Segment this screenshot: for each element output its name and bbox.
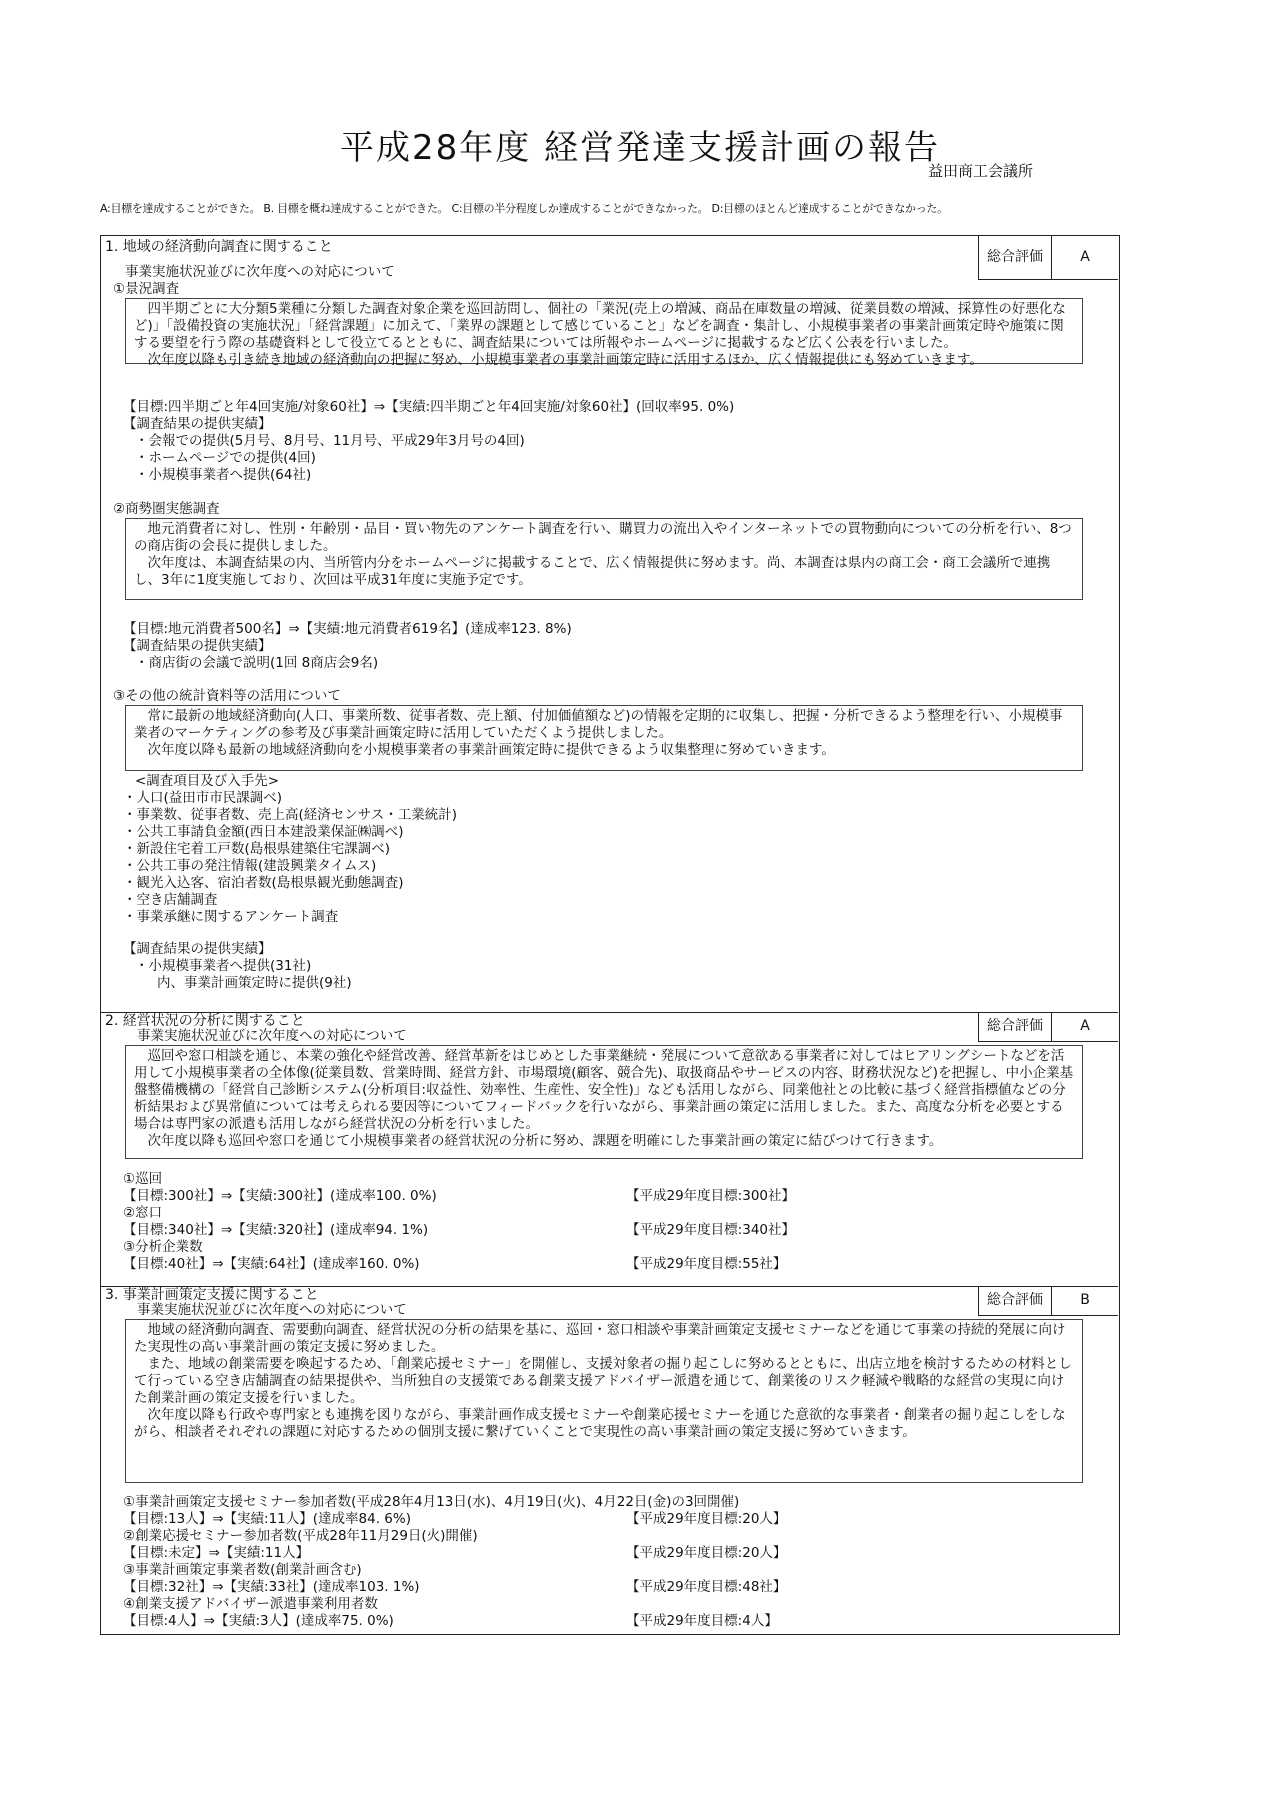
s2-result-1: ・商店街の会議で説明(1回 8商店会9名): [135, 655, 379, 671]
s2-results-head: 【調査結果の提供実績】: [123, 638, 272, 654]
k3-title: ③事業計画策定事業者数(創業計画含む): [123, 1562, 362, 1578]
k1-next-target: 【平成29年度目標:300社】: [626, 1188, 795, 1204]
section-2-heading: 2. 経営状況の分析に関すること: [105, 1013, 305, 1029]
k4-title: ④創業支援アドバイザー派遣事業利用者数: [123, 1596, 378, 1612]
s3-item-1: ・人口(益田市市民課調べ): [123, 790, 283, 806]
section-2-intro: 事業実施状況並びに次年度への対応について: [137, 1028, 407, 1044]
section-3-text-box: [125, 1319, 1083, 1483]
k3-next-target: 【平成29年度目標:48社】: [626, 1579, 787, 1595]
k2-title: ②創業応援セミナー参加者数(平成28年11月29日(火)開催): [123, 1528, 478, 1544]
section-1-heading: 1. 地域の経済動向調査に関すること: [105, 239, 333, 255]
s3-text-box: [125, 705, 1083, 771]
s1-paragraph-2: 次年度以降も引き続き地域の経済動向の把握に努め、小規模事業者の事業計画策定時に活用するほか、広く情報提供にも努めていきます。: [147, 352, 983, 368]
s1-result-1: ・会報での提供(5月号、8月号、11月号、平成29年3月号の4回): [135, 433, 525, 449]
section-2-text-box: [125, 1045, 1083, 1159]
section-2-paragraph-1: 巡回や窓口相談を通じ、本業の強化や経営改善、経営革新をはじめとした事業継続・発展について意欲ある事業者に対してはヒアリングシートなどを活用して小規模事業者の全体像(従業員数、営業時間、経営方針、市場環境(顧客、競合先)、取扱商品やサービスの内容、財務状況など)を把握し、中小企業基盤整備機構の「経営自己診断システム(分析項目:収益性、効率性、生産性、安全性)」なども活用しながら、同業他社との比較に基づく経営指標値などの分析結果および異常値については考えられる要因等についてフィードバックを行いながら、事業計画の策定に活用しました。また、高度な分析を必要とする場合は専門家の派遣も活用しながら経営状況の分析を行いました。: [134, 1048, 1074, 1132]
section-1: [101, 236, 1118, 1012]
k2-target: 【目標:未定】⇒【実績:11人】: [123, 1545, 310, 1561]
s1-paragraph-1: 四半期ごとに大分類5業種に分類した調査対象企業を巡回訪問し、個社の「業況(売上の増減、商品在庫数量の増減、従業員数の増減、採算性の好悪化など)」「設備投資の実施状況」「経営課題」に加えて、「業界の課題として感じていること」などを調査・集計し、小規模事業者の事業計画策定時や施策に関する要望を行う際の基礎資料として役立てるとともに、調査結果については所報やホームページに掲載するなど広く公表を行いました。: [134, 301, 1066, 351]
section-3: [101, 1286, 1118, 1634]
section-2-eval: [978, 1012, 1118, 1042]
s1-target: 【目標:四半期ごと年4回実施/対象60社】⇒【実績:四半期ごと年4回実施/対象60社】(回収率95. 0%): [123, 399, 735, 415]
organization-name: 益田商工会議所: [928, 162, 1034, 180]
k2-next-target: 【平成29年度目標:340社】: [626, 1222, 795, 1238]
k1-target: 【目標:13人】⇒【実績:11人】(達成率84. 6%): [123, 1511, 411, 1527]
k1-title: ①事業計画策定支援セミナー参加者数(平成28年4月13日(水)、4月19日(火)、4月22日(金)の3回開催): [123, 1494, 740, 1510]
section-2: [101, 1012, 1118, 1286]
k3-target: 【目標:40社】⇒【実績:64社】(達成率160. 0%): [123, 1256, 420, 1272]
k3-next-target: 【平成29年度目標:55社】: [626, 1256, 787, 1272]
k2-title: ②窓口: [123, 1205, 163, 1221]
section-3-paragraph-3: 次年度以降も行政や専門家とも連携を図りながら、事業計画作成支援セミナーや創業応援セミナーを通じた意欲的な事業者・創業者の掘り起こしをしながら、相談者それぞれの課題に対応するための個別支援に繋げていくことで実現性の高い事業計画の策定支援に努めていきます。: [134, 1407, 1066, 1440]
s3-result-1: ・小規模事業者へ提供(31社): [135, 958, 312, 974]
k3-target: 【目標:32社】⇒【実績:33社】(達成率103. 1%): [123, 1579, 420, 1595]
page-title: 平成28年度 経営発達支援計画の報告: [339, 128, 941, 168]
section-3-eval: [978, 1286, 1118, 1316]
section-2-paragraph-2: 次年度以降も巡回や窓口を通じて小規模事業者の経営状況の分析に努め、課題を明確にした事業計画の策定に結びつけて行きます。: [147, 1133, 943, 1149]
eval-grade: A: [1080, 1018, 1090, 1035]
eval-grade: B: [1080, 1292, 1090, 1309]
s1-results-head: 【調査結果の提供実績】: [123, 416, 272, 432]
s1-result-2: ・ホームページでの提供(4回): [135, 450, 316, 466]
s3-item-6: ・観光入込客、宿泊者数(島根県観光動態調査): [123, 875, 404, 891]
k3-title: ③分析企業数: [123, 1239, 203, 1255]
s3-result-2: 内、事業計画策定時に提供(9社): [157, 975, 352, 991]
k1-next-target: 【平成29年度目標:20人】: [626, 1511, 787, 1527]
k2-next-target: 【平成29年度目標:20人】: [626, 1545, 787, 1561]
s2-paragraph-2: 次年度は、本調査結果の内、当所管内分をホームページに掲載することで、広く情報提供に努めます。尚、本調査は県内の商工会・商工会議所で連携し、3年に1度実施しており、次回は平成31年度に実施予定です。: [134, 555, 1051, 588]
s3-item-5: ・公共工事の発注情報(建設興業タイムス): [123, 858, 377, 874]
k1-target: 【目標:300社】⇒【実績:300社】(達成率100. 0%): [123, 1188, 437, 1204]
section-1-intro: 事業実施状況並びに次年度への対応について: [125, 264, 395, 280]
k4-target: 【目標:4人】⇒【実績:3人】(達成率75. 0%): [123, 1613, 394, 1629]
s1-title: ①景況調査: [113, 281, 180, 297]
eval-label: 総合評価: [979, 236, 1052, 279]
s3-paragraph-1: 常に最新の地域経済動向(人口、事業所数、従事者数、売上額、付加価値額など)の情報を定期的に収集し、把握・分析できるよう整理を行い、小規模事業者のマーケティングの参考及び事業計画策定時に活用していただくよう提供しました。: [134, 708, 1063, 741]
k4-next-target: 【平成29年度目標:4人】: [626, 1613, 778, 1629]
s3-paragraph-2: 次年度以降も最新の地域経済動向を小規模事業者の事業計画策定時に提供できるよう収集整理に努めていきます。: [147, 742, 835, 758]
section-3-paragraph-1: 地域の経済動向調査、需要動向調査、経営状況の分析の結果を基に、巡回・窓口相談や事業計画策定支援セミナーなどを通じて事業の持続的発展に向けた実現性の高い事業計画の策定支援に努めました。: [134, 1322, 1066, 1355]
s3-item-8: ・事業承継に関するアンケート調査: [123, 909, 339, 925]
eval-label: 総合評価: [979, 1012, 1052, 1041]
s1-result-3: ・小規模事業者へ提供(64社): [135, 467, 312, 483]
eval-label: 総合評価: [979, 1286, 1052, 1315]
section-3-heading: 3. 事業計画策定支援に関すること: [105, 1287, 319, 1303]
s3-results-head: 【調査結果の提供実績】: [123, 941, 272, 957]
report-frame: [100, 235, 1120, 1635]
s3-item-4: ・新設住宅着工戸数(島根県建築住宅課調べ): [123, 841, 391, 857]
k2-target: 【目標:340社】⇒【実績:320社】(達成率94. 1%): [123, 1222, 429, 1238]
evaluation-legend: A:目標を達成することができた。 B. 目標を概ね達成することができた。 C:目標の半分程度しか達成することができなかった。 D:目標のほとんど達成することができなかった。: [100, 202, 948, 215]
section-3-intro: 事業実施状況並びに次年度への対応について: [137, 1302, 407, 1318]
s3-item-7: ・空き店舗調査: [123, 892, 218, 908]
s3-item-2: ・事業数、従事者数、売上高(経済センサス・工業統計): [123, 807, 457, 823]
eval-grade: A: [1080, 249, 1090, 266]
section-3-paragraph-2: また、地域の創業需要を喚起するため、「創業応援セミナー」を開催し、支援対象者の掘り起こしに努めるとともに、出店立地を検討するための材料として行っている空き店舗調査の結果提供や、当所独自の支援策である創業支援アドバイザー派遣を通じて、創業後のリスク軽減や戦略的な経営の実現に向けた創業計画の策定支援を行いました。: [134, 1356, 1072, 1406]
s2-target: 【目標:地元消費者500名】⇒【実績:地元消費者619名】(達成率123. 8%): [123, 621, 572, 637]
s2-paragraph-1: 地元消費者に対し、性別・年齢別・品目・買い物先のアンケート調査を行い、購買力の流出入やインターネットでの買物動向についての分析を行い、8つの商店街の会長に提供しました。: [134, 521, 1072, 554]
section-1-eval: [978, 236, 1118, 280]
s2-text-box: [125, 518, 1083, 600]
s3-title: ③その他の統計資料等の活用について: [113, 688, 341, 704]
k1-title: ①巡回: [123, 1171, 163, 1187]
s1-text-box: [125, 298, 1083, 368]
s3-item-3: ・公共工事請負金額(西日本建設業保証㈱調べ): [123, 824, 404, 840]
s2-title: ②商勢圏実態調査: [113, 501, 220, 517]
s3-items-head: <調査項目及び入手先>: [135, 773, 280, 789]
